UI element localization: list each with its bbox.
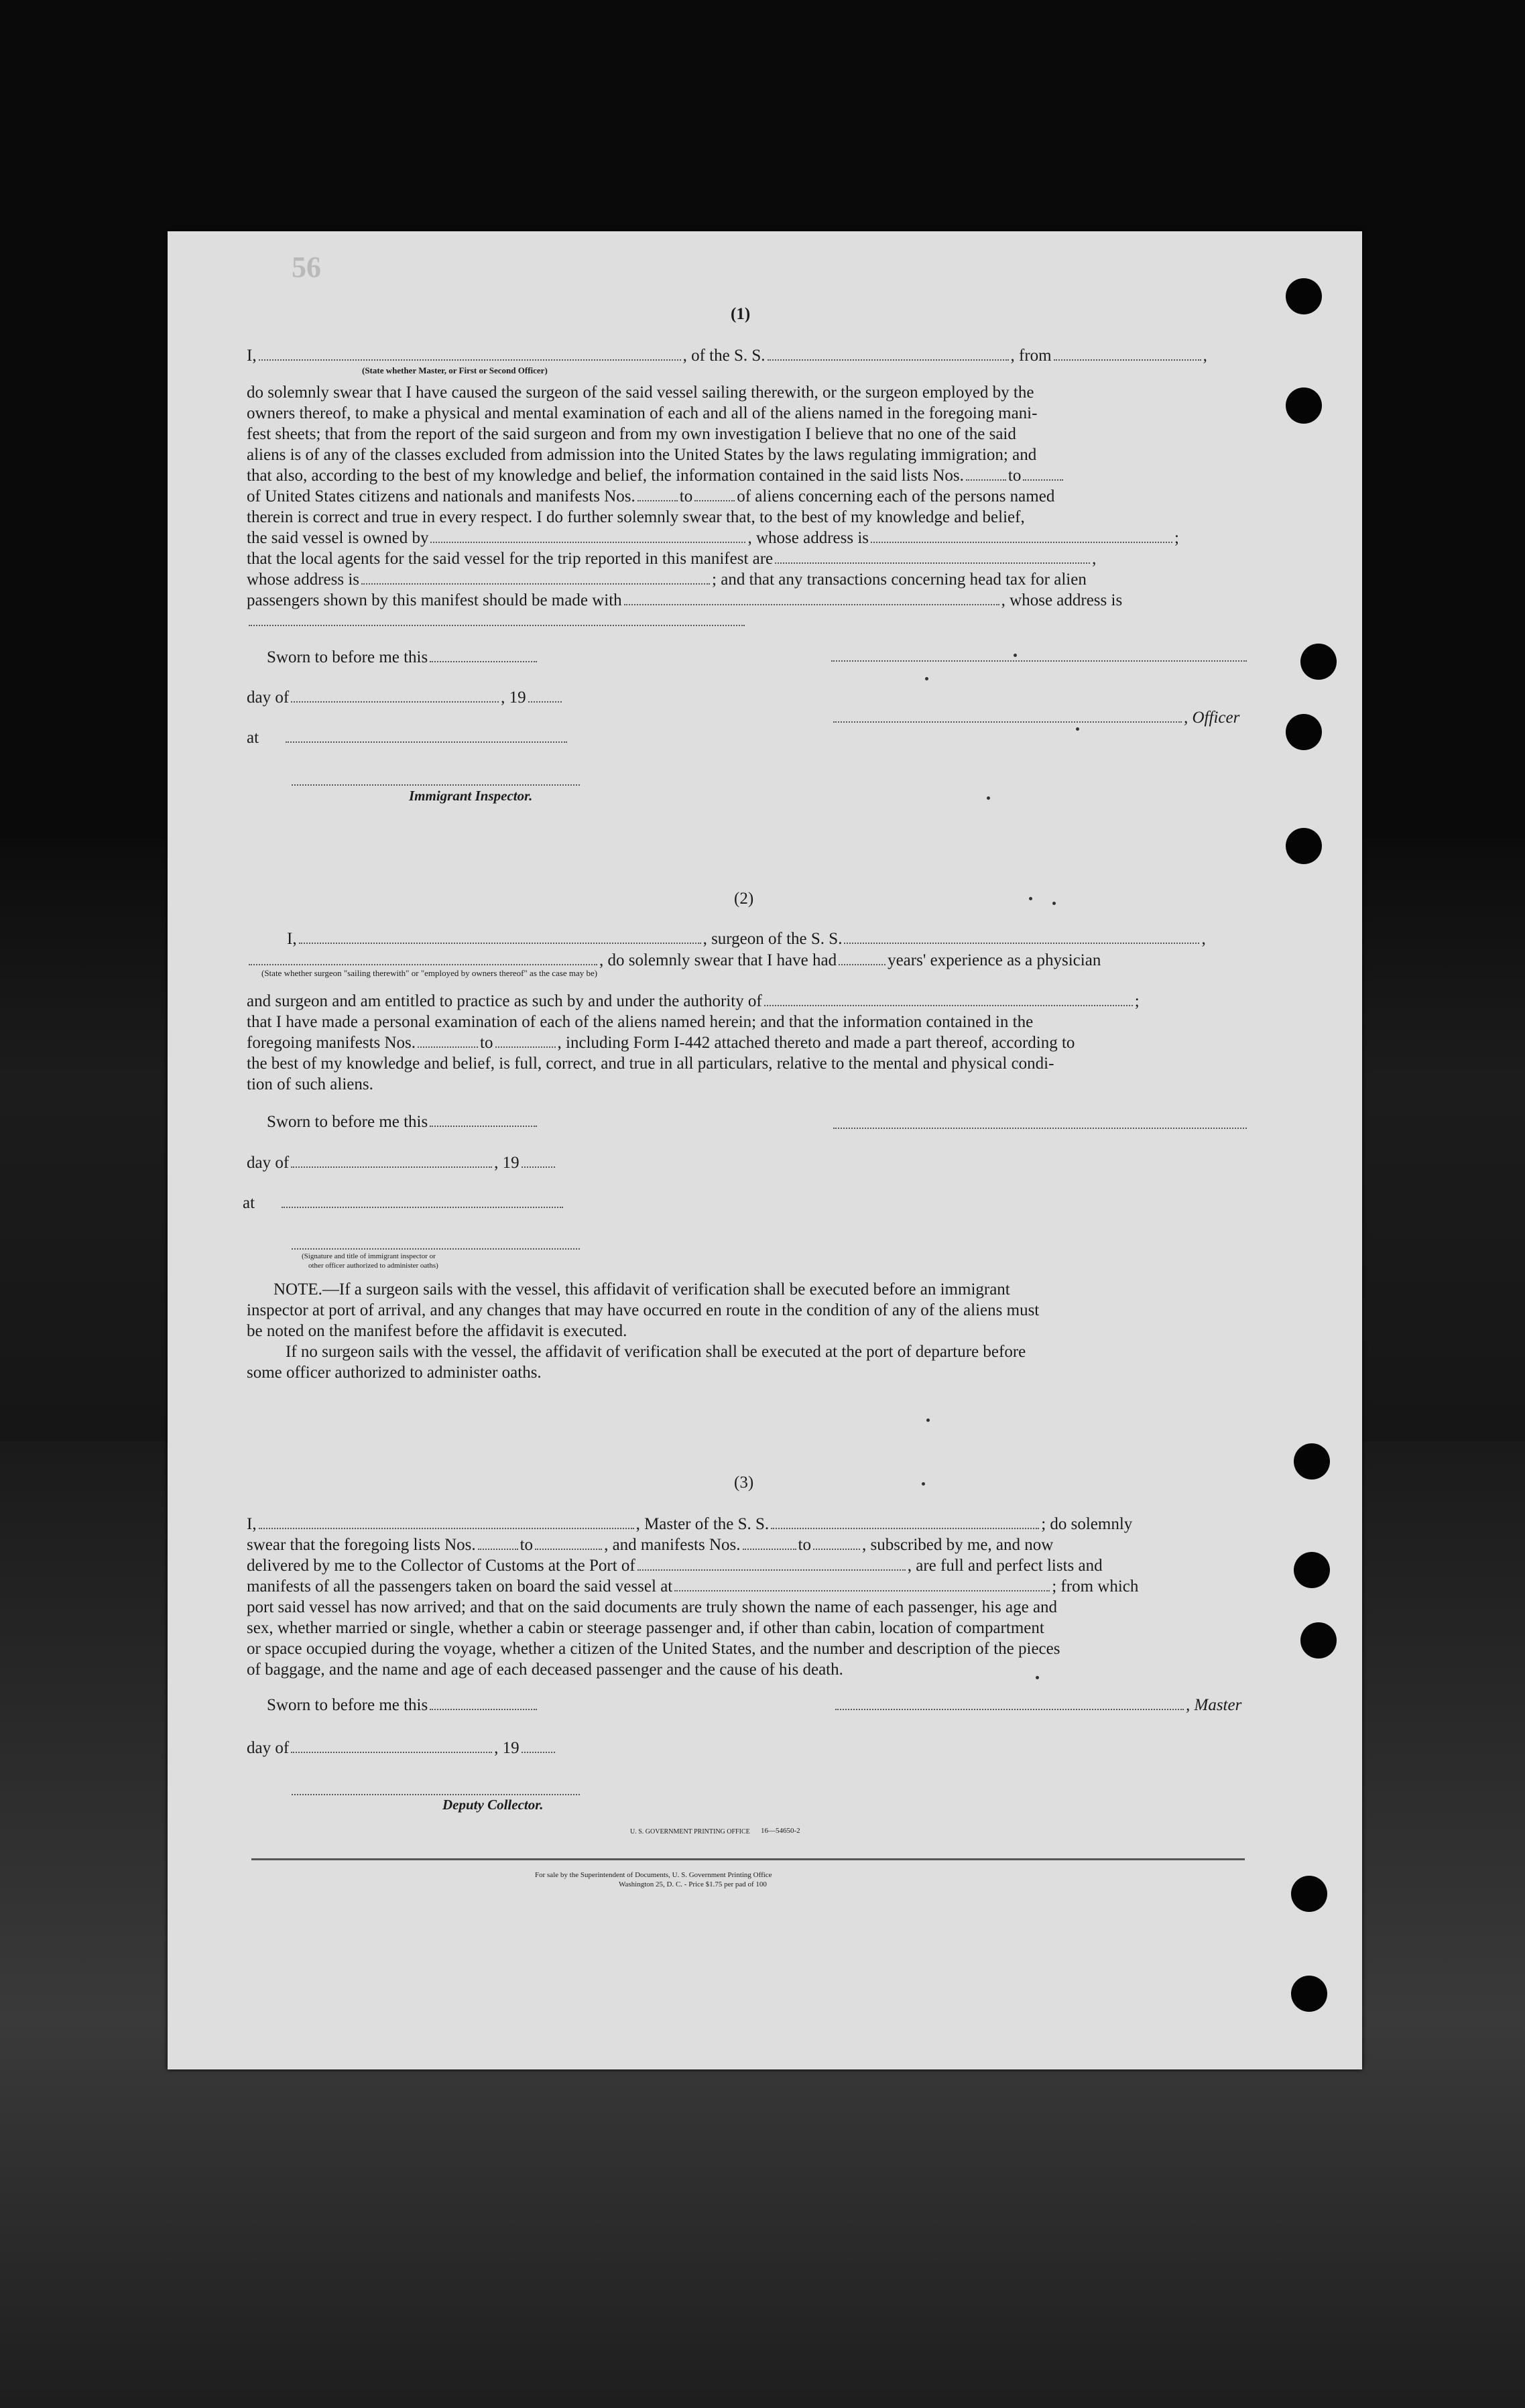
text: to: [679, 487, 693, 505]
text: , whose address is: [747, 529, 869, 547]
signature-blank[interactable]: [831, 660, 1247, 662]
text: , 19: [494, 1739, 520, 1757]
form-code: 16—54650-2: [761, 1827, 800, 1835]
punch-hole: [1291, 1976, 1327, 2012]
master-line: [833, 1695, 1241, 1715]
note-line: inspector at port of arrival, and any changes that may have occurred en route in the condition of any of the aliens must: [247, 1301, 1040, 1319]
paragraph-line: therein is correct and true in every respect. I do further solemnly swear that, to the best of my knowledge and belief,: [247, 508, 1025, 526]
manifest-no-blank[interactable]: [743, 1546, 796, 1550]
punch-hole: [1300, 1622, 1337, 1659]
surgeon-note: [247, 1279, 1039, 1383]
paragraph-line: and surgeon and am entitled to practice as such by and under the authority of: [247, 992, 762, 1010]
manifest-no-blank[interactable]: [418, 1044, 478, 1048]
section-1-number: (1): [731, 305, 751, 323]
day-of-line: [247, 1152, 557, 1173]
agent-address-blank[interactable]: [361, 581, 710, 585]
punch-hole: [1294, 1443, 1330, 1480]
text: at: [243, 1194, 255, 1212]
punch-hole: [1286, 714, 1322, 750]
paragraph-line: sex, whether married or single, whether a cabin or steerage passenger and, if other than cabin, location of compartment: [247, 1619, 1044, 1637]
text: to: [798, 1536, 811, 1554]
head-tax-party-blank[interactable]: [624, 601, 999, 605]
manifest-no-blank[interactable]: [694, 497, 735, 501]
sworn-day-blank[interactable]: [430, 658, 537, 662]
text: Sworn to before me this: [267, 648, 428, 666]
text: , and manifests Nos.: [604, 1536, 741, 1554]
signature-caption-1: (Signature and title of immigrant inspector or: [302, 1252, 436, 1260]
gpo-imprint: U. S. GOVERNMENT PRINTING OFFICE: [630, 1828, 750, 1835]
text: Sworn to before me this: [267, 1113, 428, 1131]
text: , whose address is: [1001, 591, 1123, 609]
text: , Master of the S. S.: [635, 1515, 770, 1533]
year-blank[interactable]: [522, 1164, 555, 1168]
day-of-line: [247, 687, 564, 708]
list-no-blank[interactable]: [1023, 477, 1063, 481]
officer-rank-caption: (State whether Master, or First or Second Officer): [362, 365, 548, 375]
paragraph-line: swear that the foregoing lists Nos.: [247, 1536, 476, 1554]
paragraph-line: that the local agents for the said vessel for the trip reported in this manifest are: [247, 550, 774, 568]
manifest-no-blank[interactable]: [495, 1044, 556, 1048]
master-name-blank[interactable]: [259, 1525, 634, 1529]
punch-hole: [1286, 278, 1322, 314]
deputy-caption: Deputy Collector.: [442, 1797, 544, 1813]
master-signature-blank[interactable]: [835, 1706, 1184, 1710]
text: of aliens concerning each of the persons named: [737, 487, 1055, 505]
paragraph-line: that I have made a personal examination of each of the aliens named herein; and that the information contained in the: [247, 1013, 1034, 1031]
authority-blank[interactable]: [764, 1002, 1133, 1006]
section-1-oath-line: I, , of the S. S. , from ,: [247, 347, 1207, 365]
text: ; and that any transactions concerning head tax for alien: [712, 570, 1087, 589]
signature-caption-2: other officer authorized to administer oaths): [308, 1262, 438, 1270]
text: I,: [287, 930, 297, 948]
section-2-oath-line: I, , surgeon of the S. S. ,: [287, 930, 1206, 948]
text: ; do solemnly: [1041, 1515, 1133, 1533]
text: I,: [247, 347, 257, 365]
paragraph-line: delivered by me to the Collector of Customs at the Port of: [247, 1557, 635, 1575]
section-2-number: (2): [734, 890, 754, 908]
text: to: [480, 1034, 493, 1052]
address-blank[interactable]: [249, 622, 745, 626]
punch-hole: [1294, 1552, 1330, 1588]
text: I,: [247, 1515, 257, 1533]
section-3-paragraph: [247, 1534, 1138, 1680]
embarkation-port-blank[interactable]: [674, 1587, 1050, 1591]
text: , from: [1010, 347, 1052, 365]
text: ; from which: [1052, 1577, 1139, 1596]
sworn-day-blank[interactable]: [430, 1123, 537, 1127]
paragraph-line: aliens is of any of the classes excluded from admission into the United States by the laws regulating immigration; and: [247, 446, 1037, 464]
punch-hole: [1300, 644, 1337, 680]
officer-line: [831, 707, 1239, 728]
section-2-paragraph: and surgeon and am entitled to practice as such by and under the authority of ; that I have made a personal examination of each of the aliens named herein; and that the information contained in the foregoing manifests Nos. to , including Form I-442 attached thereto and made a part thereof, according to the best of my knowledge and belief, is full, correct, and true in all particulars, relative to the mental and physical condi- tion of such aliens.: [247, 992, 1140, 1093]
year-blank[interactable]: [522, 1749, 555, 1753]
paragraph-line: that also, according to the best of my knowledge and belief, the information contained in the said lists Nos.: [247, 467, 964, 485]
text: to: [1008, 467, 1022, 485]
sworn-line: [267, 647, 539, 668]
officer-signature-blank[interactable]: [292, 1248, 580, 1250]
surgeon-status-blank[interactable]: [249, 961, 597, 965]
paragraph-line: port said vessel has now arrived; and that on the said documents are truly shown the name of each passenger, his age and: [247, 1598, 1058, 1616]
paragraph-line: the best of my knowledge and belief, is full, correct, and true in all particulars, relative to the mental and physical condi-: [247, 1055, 1054, 1073]
place-blank[interactable]: [282, 1204, 563, 1208]
sale-notice-2: Washington 25, D. C. - Price $1.75 per pad of 100: [619, 1880, 767, 1888]
port-blank[interactable]: [637, 1567, 906, 1571]
text: years' experience as a physician: [888, 951, 1101, 969]
sworn-day-blank[interactable]: [430, 1706, 537, 1710]
master-name-blank[interactable]: [259, 357, 681, 361]
paragraph-line: of United States citizens and nationals and manifests Nos.: [247, 487, 635, 505]
sale-notice-1: For sale by the Superintendent of Documents, U. S. Government Printing Office: [535, 1871, 772, 1879]
paragraph-line: tion of such aliens.: [247, 1075, 373, 1093]
paragraph-line: passengers shown by this manifest should be made with: [247, 591, 622, 609]
paragraph-line: owners thereof, to make a physical and mental examination of each and all of the aliens named in the foregoing mani-: [247, 404, 1038, 422]
paragraph-line: manifests of all the passengers taken on board the said vessel at: [247, 1577, 673, 1596]
text: , surgeon of the S. S.: [703, 930, 843, 948]
month-blank[interactable]: [291, 1164, 492, 1168]
place-blank[interactable]: [286, 739, 567, 743]
day-of-line: [247, 1738, 557, 1758]
paragraph-line: of baggage, and the name and age of each deceased passenger and the cause of his death.: [247, 1661, 843, 1679]
manifest-no-blank[interactable]: [637, 497, 678, 501]
text: , do solemnly swear that I have had: [599, 951, 837, 969]
text: to: [520, 1536, 534, 1554]
paragraph-line: whose address is: [247, 570, 360, 589]
paragraph-line: or space occupied during the voyage, whether a citizen of the United States, and the number and description of the pieces: [247, 1640, 1060, 1658]
collector-signature-blank[interactable]: [292, 1794, 580, 1795]
text: , 19: [494, 1154, 520, 1172]
note-line: some officer authorized to administer oaths.: [247, 1364, 542, 1382]
surgeon-name-blank[interactable]: [299, 940, 701, 944]
month-blank[interactable]: [291, 699, 499, 703]
surgeon-signature-blank[interactable]: [833, 1128, 1247, 1129]
footer-divider: [251, 1858, 1245, 1860]
vessel-name-blank[interactable]: [768, 357, 1009, 361]
at-line: [247, 727, 569, 748]
text: , of the S. S.: [682, 347, 766, 365]
list-no-blank[interactable]: [478, 1546, 518, 1550]
sworn-line: [267, 1695, 539, 1715]
years-blank[interactable]: [839, 961, 886, 965]
text: at: [247, 729, 259, 747]
text: , subscribed by me, and now: [861, 1536, 1054, 1554]
inspector-caption: Immigrant Inspector.: [409, 788, 533, 804]
punch-hole: [1286, 828, 1322, 864]
list-no-blank[interactable]: [966, 477, 1006, 481]
section-3-oath-line: [247, 1514, 1132, 1534]
list-no-blank[interactable]: [535, 1546, 602, 1550]
sworn-line: [267, 1111, 539, 1132]
bleed-through-mark: 56: [292, 251, 321, 284]
paragraph-line: fest sheets; that from the report of the said surgeon and from my own investigation I believe that no one of the said: [247, 425, 1016, 443]
manifest-no-blank[interactable]: [813, 1546, 860, 1550]
local-agents-blank[interactable]: [775, 560, 1090, 564]
text: , Officer: [1184, 709, 1240, 727]
text: day of: [247, 1739, 290, 1757]
owner-address-blank[interactable]: [871, 539, 1172, 543]
section-3-number: (3): [734, 1473, 754, 1492]
paragraph-line: the said vessel is owned by: [247, 529, 429, 547]
text: Sworn to before me this: [267, 1696, 428, 1714]
section-1-paragraph: do solemnly swear that I have caused the surgeon of the said vessel sailing therewith, or the surgeon employed by the owners thereof, to make a physical and mental examination of each and all of the aliens named in the foregoing mani- fest sheets; that from the report of the said surgeon and from my own investigation I believe that no one of the said aliens is of any of the classes excluded from admission into the United States by the laws regulating immigration; and that also, according to the best of my knowledge and belief, the information contained in the said lists Nos. to of United States citizens and nationals and manifests Nos. to of aliens concerning each of the persons named therein is correct and true in every respect. I do further solemnly swear that, to the best of my knowledge and belief, the said vessel is owned by , whose address is ; that the local agents for the said vessel for the trip reported in this manifest are , whose address is ; and that any transactions concerning head tax for alien passengers shown by this manifest should be made with , whose address is: [247, 382, 1179, 631]
punch-hole: [1286, 387, 1322, 424]
punch-hole: [1291, 1876, 1327, 1912]
text: , 19: [501, 688, 526, 707]
note-line: NOTE.—If a surgeon sails with the vessel, this affidavit of verification shall be executed before an immigrant: [273, 1280, 1010, 1299]
text: , are full and perfect lists and: [907, 1557, 1103, 1575]
month-blank[interactable]: [291, 1749, 492, 1753]
note-line: If no surgeon sails with the vessel, the affidavit of verification shall be executed at the port of departure before: [286, 1343, 1026, 1361]
inspector-signature-blank[interactable]: [292, 784, 580, 786]
vessel-name-blank[interactable]: [844, 940, 1199, 944]
text: day of: [247, 1154, 290, 1172]
vessel-name-blank[interactable]: [771, 1525, 1039, 1529]
surgeon-status-caption: (State whether surgeon "sailing therewith" or "employed by owners thereof" as the case may be): [261, 968, 598, 978]
paragraph-line: foregoing manifests Nos.: [247, 1034, 416, 1052]
at-line: [243, 1193, 565, 1213]
port-from-blank[interactable]: [1054, 357, 1201, 361]
text: , Master: [1186, 1696, 1242, 1714]
text: day of: [247, 688, 290, 707]
owner-blank[interactable]: [430, 539, 745, 543]
paragraph-line: do solemnly swear that I have caused the surgeon of the said vessel sailing therewith, or the surgeon employed by the: [247, 383, 1034, 402]
text: , including Form I-442 attached thereto and made a part thereof, according to: [557, 1034, 1075, 1052]
manifest-affidavit-page: [168, 231, 1362, 2069]
officer-blank[interactable]: [833, 719, 1182, 723]
year-blank[interactable]: [528, 699, 562, 703]
note-line: be noted on the manifest before the affidavit is executed.: [247, 1322, 627, 1340]
